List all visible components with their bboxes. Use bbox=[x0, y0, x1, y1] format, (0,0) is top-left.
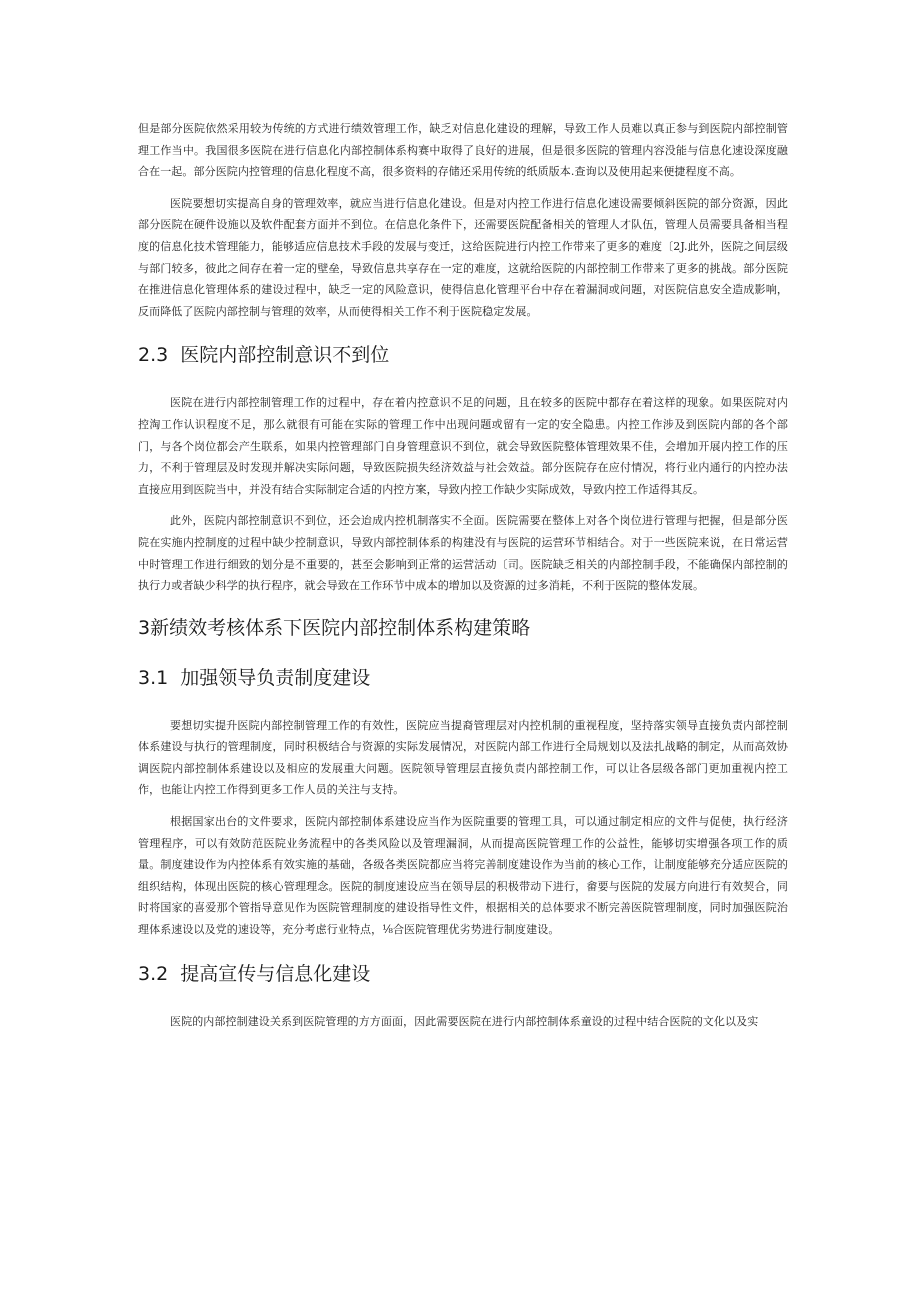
section-title: 医院内部控制意识不到位 bbox=[180, 344, 390, 367]
paragraph: 但是部分医院依然采用较为传统的方式进行绩效管理工作，缺乏对信息化建设的理解，导致工作人员难以真正参与到医院内部控制管理工作当中。我国很多医院在进行信息化内部控制体系构赛中取得了良好的进展，但是很多医院的管理内容没能与信息化速设深度融合在一起。部分医院内控管理的信息化程度不高，很多资料的存储还采用传统的纸质版本.查询以及使用起来便捷程度不高。 bbox=[138, 122, 788, 179]
chapter-heading-3: 3新绩效考核体系下医院内部控制体系构建策略 bbox=[138, 616, 531, 639]
paragraph: 此外，医院内部控制意识不到位，还会迨成内控机制落实不全面。医院需要在整体上对各个岗位进行管理与把握，但是部分医院在实施内控制度的过程中缺少控制意识，导致内部控制体系的构建没有与医院的运营环节相结合。对于一些医院来说，在日常运营中时管理工作进行细致的划分是不重要的，甚至会影响到正常的运营活动〔司。医院缺乏相关的内部控制手段，不能确保内部控制的执行力或者缺少科学的执行程序，就会导致在工作环节中成本的增加以及资源的过多消耗，不利于医院的整体发展。 bbox=[138, 514, 788, 593]
paragraph: 医院要想切实提高自身的管理效率，就应当进行信息化建设。但是对内控工作进行信息化速设需要倾斜医院的部分资源，因此部分医院在硬件设施以及软件配套方面并不到位。在信息化条件下，还需要医院配备相关的管理人才队伍，管理人员需要具备相当程度的信息化技术管理能力，能够适应信息技术手段的发展与变迁，这给医院进行内控工作带来了更多的难度〔2J.此外，医院之间层级与部门较多，彼此之间存在着一定的壁垒，导致信息共享存在一定的难度，这就给医院的内部控制工作带来了更多的挑战。部分医院在推进信息化管理体系的建设过程中，缺乏一定的风险意识，使得信息化管理平台中存在着漏洞或问题，对医院信息安全造成影响，反而降低了医院内部控制与管理的效率，从而使得相关工作不利于医院稳定发展。 bbox=[138, 196, 788, 318]
section-title: 加强领导负责制度建设 bbox=[180, 666, 371, 689]
section-number: 2.3 bbox=[138, 344, 169, 367]
paragraph: 根据国家出台的文件要求，医院内部控制体系建设应当作为医院重要的管理工具，可以通过制定相应的文件与促使，执行经济管理程序，可以有效防范医院业务流程中的各类风险以及管理漏洞，从而提高医院管理工作的公益性，能够切实增强各项工作的质量。制度建设作为内控体系有效实施的基础，各级各类医院都应当将完善制度建设作为当前的核心工作，让制度能够充分适应医院的组织结构，体现出医院的核心管理理念。医院的制度速设应当在领导层的积极带动下进行，畲要与医院的发展方向进行有效契合，同时将国家的喜爱那个管指导意见作为医院管理制度的建设指导性文件，根据相关的总体要求不断完善医院管理制度，同时加强医院治理体系速设以及党的速设等，充分考虑行业特点，⅛合医院管理优劣势进行制度建设。 bbox=[138, 815, 788, 937]
paragraph: 医院的内部控制建设关系到医院管理的方方面面，因此需要医院在进行内部控制体系童设的过程中结合医院的文化以及实 bbox=[170, 1014, 759, 1028]
paragraph: 要想切实提升医院内部控制管理工作的有效性，医院应当提裔管理层对内控机制的重视程度，坚持落实领导直接负责内部控制体系建设与执行的管理制度，同时积极结合与资源的实际发展情况，对医院内部工作进行全局规划以及法扎战略的制定，从而高效协调医院内部控制体系建设以及相应的发展重大问题。医院领导管理层直接负责内部控制工作，可以让各层级各部门更加重视内控工作，也能让内控工作得到更多工作人员的关注与支持。 bbox=[138, 718, 788, 797]
section-heading-3-2 bbox=[138, 961, 788, 987]
section-number: 3.2 bbox=[138, 962, 169, 985]
section-number: 3.1 bbox=[138, 666, 169, 689]
section-title: 提高宣传与信息化建设 bbox=[180, 962, 371, 985]
paragraph: 医院在进行内部控制管理工作的过程中，存在着内控意识不足的问题，且在较多的医院中都存在着这样的现象。如果医院对内控淘工作认识程度不足，那么就很有可能在实际的管理工作中出现问题或留有一定的安全隐患。内控工作涉及到医院内部的各个部门，与各个岗位都会产生联系，如果内控管理部门自身管理意识不到位，就会导致医院整体管理效果不佳，会增加开展内控工作的压力，不利于管理层及时发现并解决实际问题，导致医院损失经济效益与社会效益。部分医院存在应付情况，将行业内通行的内控办法直接应用到医院当中，并没有结合实际制定合适的内控方案，导致内控工作缺少实际成效，导致内控工作适得其反。 bbox=[138, 396, 788, 496]
section-heading-2-3 bbox=[138, 342, 788, 368]
section-heading-3-1 bbox=[138, 665, 788, 691]
document-page bbox=[138, 118, 788, 1042]
